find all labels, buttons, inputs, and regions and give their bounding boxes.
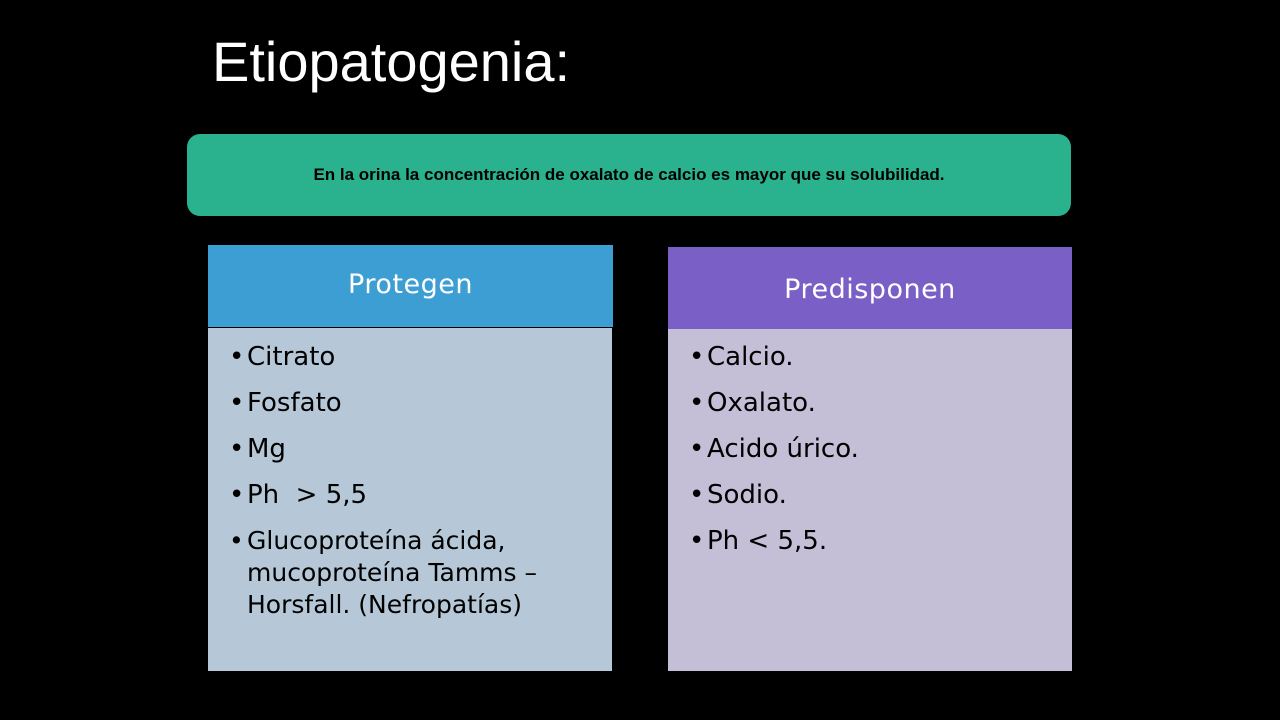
protegen-header-label: Protegen — [348, 268, 473, 300]
list-item-text: Citrato — [247, 342, 336, 372]
list-item-text: Glucoproteína ácida, mucoproteína Tamms – Horsfall. (Nefropatías) — [247, 526, 538, 619]
list-item-text: Oxalato. — [707, 388, 816, 418]
list-item-text: Ph < 5,5. — [707, 526, 828, 556]
list-item — [229, 387, 590, 419]
bullet-icon: • — [689, 526, 705, 556]
list-item — [689, 525, 1050, 557]
protegen-list — [208, 328, 612, 671]
predisponen-header — [668, 247, 1072, 329]
bullet-icon: • — [229, 480, 245, 510]
protegen-header — [208, 245, 613, 327]
list-item — [689, 433, 1050, 465]
list-item — [229, 433, 590, 465]
list-item-text: Mg — [247, 434, 286, 464]
list-item — [689, 341, 1050, 373]
list-item — [229, 525, 590, 621]
list-item — [229, 341, 590, 373]
list-item — [689, 387, 1050, 419]
bullet-icon: • — [229, 342, 245, 372]
bullet-icon: • — [689, 480, 705, 510]
list-item-text: Sodio. — [707, 480, 787, 510]
bullet-icon: • — [689, 342, 705, 372]
bullet-icon: • — [229, 526, 244, 555]
list-item — [689, 479, 1050, 511]
list-item-text: Ph > 5,5 — [247, 480, 368, 510]
bullet-icon: • — [689, 388, 705, 418]
summary-banner-text: En la orina la concentración de oxalato de calcio es mayor que su solubilidad. — [313, 165, 945, 184]
list-item-text: Fosfato — [247, 388, 342, 418]
predisponen-header-label: Predisponen — [784, 273, 956, 305]
bullet-icon: • — [689, 434, 705, 464]
predisponen-list — [668, 329, 1072, 671]
list-item-text: Calcio. — [707, 342, 794, 372]
bullet-icon: • — [229, 388, 245, 418]
list-item — [229, 479, 590, 511]
bullet-icon: • — [229, 434, 245, 464]
summary-banner — [187, 134, 1071, 216]
list-item-text: Acido úrico. — [707, 434, 859, 464]
slide-title: Etiopatogenia: — [212, 30, 571, 93]
